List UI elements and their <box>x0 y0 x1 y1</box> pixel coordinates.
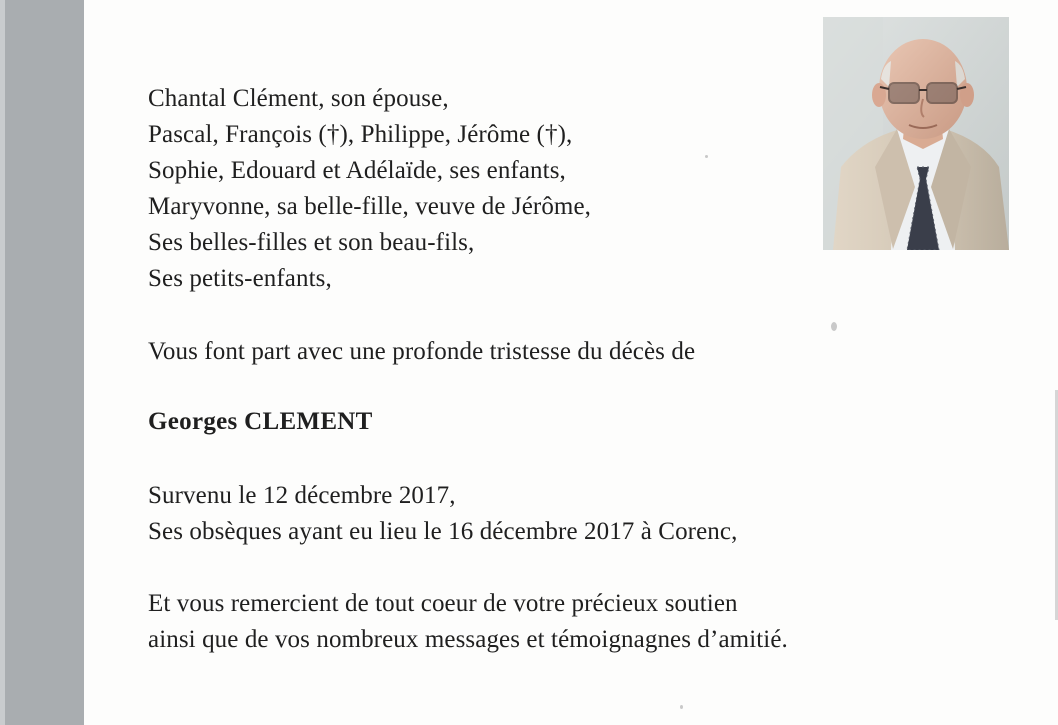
deceased-name-text: Georges CLEMENT <box>148 408 373 435</box>
deceased-name <box>148 404 373 440</box>
family-line-spouse: Chantal Clément, son épouse, <box>148 85 449 112</box>
announcement-line: Vous font part avec une profonde tristesse du décès de <box>148 338 696 365</box>
family-line-in-laws: Ses belles-filles et son beau-fils, <box>148 229 475 256</box>
paper-speck <box>831 322 837 331</box>
announcement-text <box>148 334 695 370</box>
left-margin-band <box>0 0 84 725</box>
portrait-illustration <box>823 17 1009 250</box>
death-date-line: Survenu le 12 décembre 2017, <box>148 482 456 509</box>
portrait-photo <box>823 17 1009 250</box>
paper-speck <box>680 705 683 709</box>
funeral-date-line: Ses obsèques ayant eu lieu le 16 décembre 2017 à Corenc, <box>148 518 738 545</box>
family-list <box>148 81 591 297</box>
thanks-line-1: Et vous remercient de tout coeur de votre précieux soutien <box>148 590 738 617</box>
dates-block <box>148 478 737 550</box>
paper-speck <box>705 155 708 158</box>
left-margin-edge <box>0 0 5 725</box>
family-line-daughter-in-law: Maryvonne, sa belle-fille, veuve de Jérôme, <box>148 193 592 220</box>
family-line-children: Sophie, Edouard et Adélaïde, ses enfants, <box>148 157 566 184</box>
thanks-line-2: ainsi que de vos nombreux messages et témoignagnes d’amitié. <box>148 626 788 653</box>
thanks-block <box>148 586 788 658</box>
family-line-sons: Pascal, François (†), Philippe, Jérôme (†), <box>148 121 573 148</box>
family-line-grandchildren: Ses petits-enfants, <box>148 265 332 292</box>
